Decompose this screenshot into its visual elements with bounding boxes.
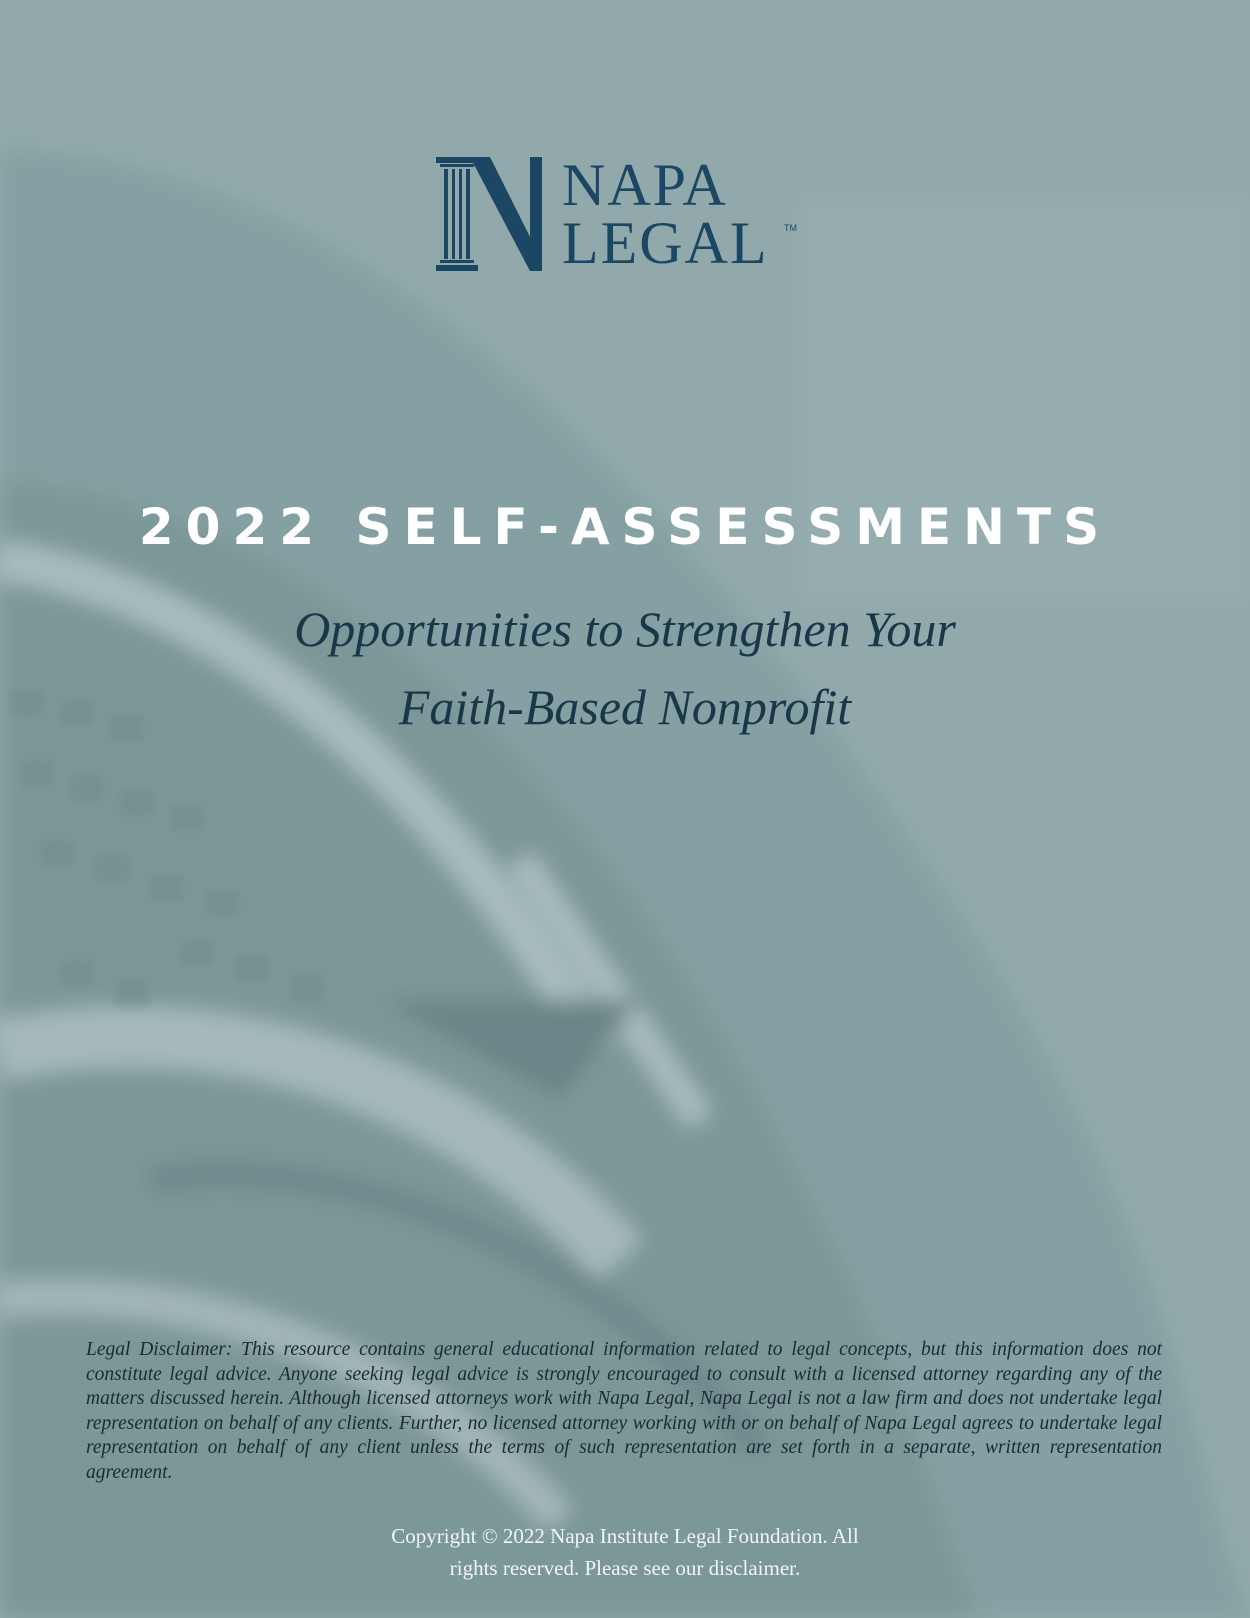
subtitle-line-1: Opportunities to Strengthen Your (294, 601, 956, 657)
legal-disclaimer: Legal Disclaimer: This resource contains general educational information related to legal concepts, but this information does not constitute legal advice. Anyone seeking legal advice is strongly encouraged to consult with a licensed attorney regarding any of the matters discussed herein. Although licensed attorneys work with Napa Legal, Napa Legal is not a law firm and does not undertake legal representation on behalf of any clients. Further, no licensed attorney working with or on behalf of Napa Legal agrees to undertake legal representation on behalf of any client unless the terms of such representation are set forth in a separate, written representation agreement. (86, 1339, 1162, 1483)
page-title: 2022 SELF-ASSESSMENTS (138, 498, 1112, 556)
copyright-line-2: rights reserved. Please see our disclaimer. (449, 1556, 801, 1580)
logo-word-legal: LEGAL (562, 210, 769, 276)
copyright-line-1: Copyright © 2022 Napa Institute Legal Foundation. All (391, 1524, 859, 1548)
logo-word-napa: NAPA (562, 152, 728, 218)
trademark-mark: TM (784, 223, 797, 233)
subtitle-line-2: Faith-Based Nonprofit (398, 679, 852, 735)
napa-legal-logo (434, 152, 814, 276)
column-n-monogram-icon (434, 155, 554, 275)
